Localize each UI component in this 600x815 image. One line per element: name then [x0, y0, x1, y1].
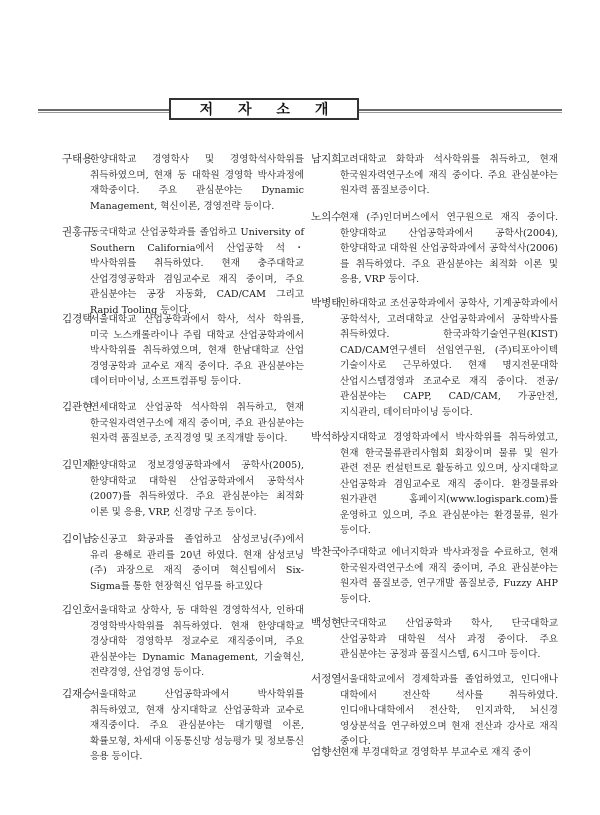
author-name: 김관현 — [62, 401, 93, 413]
author-name: 남지희 — [311, 153, 342, 165]
author-bio: 서울대학교 상학사, 동 대학원 경영학석사, 인하대 경영학박사학위를 취득하였다. 현재 한양대학교 경상대학 경영학부 정교수로 재직중이며, 주요 관심분야는 Dynamic Management, 기술혁신, 전략경영, 산업경영 등이다. — [90, 605, 304, 678]
author-bio: 연세대학교 산업공학 석사학위 취득하고, 현재 한국원자력연구소에 재직 중이며, 주요 관심분야는 원자력 품질보증, 조직경영 및 조직개발 등이다. — [90, 402, 304, 444]
author-name: 김이남 — [62, 533, 93, 545]
author-name: 김민제 — [62, 459, 93, 471]
author-name: 박병태 — [311, 297, 342, 309]
author-bio: 서울대학교 산업공학과에서 박사학위를 취득하였고, 현재 상지대학교 산업공학과 교수로 재직중이다. 주요 관심분야는 대기행렬 이론, 확률모형, 차세대 이동통신망 성능평가 및 정보통신 응용 등이다. — [90, 689, 304, 762]
author-bio: 상지대학교 경영학과에서 박사학위를 취득하였고, 현재 한국물류관리사협회 회장이며 물류 및 원가 관련 전문 컨설턴트로 활동하고 있으며, 상지대학교 산업공학과 겸임교수로 재직 중이다. 환경물류와 원가관련 홈페이지(www.logispark.com)를 운영하고 있으며, 주요 관심분야는 환경물류, 원가 등이다. — [340, 432, 558, 536]
page-title: 저 자 소 개 — [199, 102, 339, 118]
author-name: 권홍규 — [62, 226, 93, 238]
section-header — [38, 98, 562, 122]
author-bio: 동국대학교 산업공학과를 졸업하고 University of Southern California에서 산업공학 석・박사학위를 취득하였다. 현재 충주대학교 산업경영공학과 겸임교수로 재직 중이며, 주요 관심분야는 공장 자동화, CAD/CAM 그리고 Rapid Tooling 등이다. — [90, 227, 304, 316]
author-bio: 고려대학교 화학과 석사학위를 취득하고, 현재 한국원자력연구소에 재직 중이다. 주요 관심분야는 원자력 품질보증이다. — [340, 154, 558, 196]
author-bio: 현재 (주)인더버스에서 연구원으로 재직 중이다. 한양대학교 산업공학과에서 공학사(2004), 한양대학교 대학원 산업공학과에서 공학석사(2006)를 취득하였다. 주요 관심분야는 최적화 이론 및 응용, VRP 등이다. — [340, 212, 558, 285]
author-name: 백성현 — [311, 617, 342, 629]
author-bio: 현재 부경대학교 경영학부 부교수로 재직 중이 — [340, 747, 532, 758]
author-bio: 아주대학교 에너지학과 박사과정을 수료하고, 현재 한국원자력연구소에 재직 중이며, 주요 관심분야는 원자력 품질보증, 연구개발 품질보증, Fuzzy AHP 등이다. — [340, 547, 558, 605]
author-bio: 한양대학교 정보경영공학과에서 공학사(2005), 한양대학교 대학원 산업공학과에서 공학석사(2007)를 취득하였다. 주요 관심분야는 최적화 이론 및 응용, VRP, 신경망 구조 등이다. — [90, 460, 304, 518]
author-bio: 숭신공고 화공과를 졸업하고 삼성코닝(주)에서 유리 용해로 관리를 20년 하였다. 현재 삼성코닝(주) 과장으로 재직 중이며 혁신팀에서 Six-Sigma를 통한 현장혁신 업무를 하고있다 — [90, 534, 304, 592]
author-name: 노의수 — [311, 211, 342, 223]
author-bio: 단국대학교 산업공학과 학사, 단국대학교 산업공학과 대학원 석사 과정 중이다. 주요 관심분야는 공정과 품질시스템, 6시그마 등이다. — [340, 618, 558, 660]
author-name: 박석하 — [311, 431, 342, 443]
author-name: 엄향선 — [311, 746, 342, 758]
author-name: 김인호 — [62, 604, 93, 616]
author-name: 박찬국 — [311, 546, 342, 558]
author-bio: 인하대학교 조선공학과에서 공학사, 기계공학과에서 공학석사, 고려대학교 산업공학과에서 공학박사를 취득하였다. 한국과학기술연구원(KIST) CAD/CAM연구센터 선임연구원, (주)티포아이텍 기술이사로 근무하였다. 현재 명지전문대학 산업시스템경영과 조교수로 재직 중이다. 전공/관심분야는 CAPP, CAD/CAM, 가공안전, 지식관리, 데이터마이닝 등이다. — [340, 298, 558, 418]
author-bio: 한양대학교 경영학사 및 경영학석사학위를 취득하였으며, 현재 동 대학원 경영학 박사과정에 재학중이다. 주요 관심분야는 Dynamic Management, 혁신이론, 경영전략 등이다. — [90, 154, 304, 212]
author-name: 서정열 — [311, 673, 342, 685]
author-bio: 서울대학교 산업공학과에서 학사, 석사 학위를, 미국 노스캐롤라이나 주립 대학교 산업공학과에서 박사학위를 취득하였으며, 현재 한남대학교 산업 경영공학과 교수로 재직 중이다. 주요 관심분야는 데이터마이닝, 소프트컴퓨팅 등이다. — [90, 314, 304, 387]
header-title-box — [169, 98, 359, 120]
author-name: 구태용 — [62, 153, 93, 165]
author-name: 김재승 — [62, 688, 93, 700]
author-bio: 서울대학교에서 경제학과를 졸업하였고, 인디애나 대학에서 전산학 석사를 취득하였다. 인디애나대학에서 전산학, 인지과학, 뇌신경 영상분석을 연구하였으며 현재 전산과 강사로 재직 중이다. — [340, 674, 558, 747]
author-name: 김경택 — [62, 313, 93, 325]
